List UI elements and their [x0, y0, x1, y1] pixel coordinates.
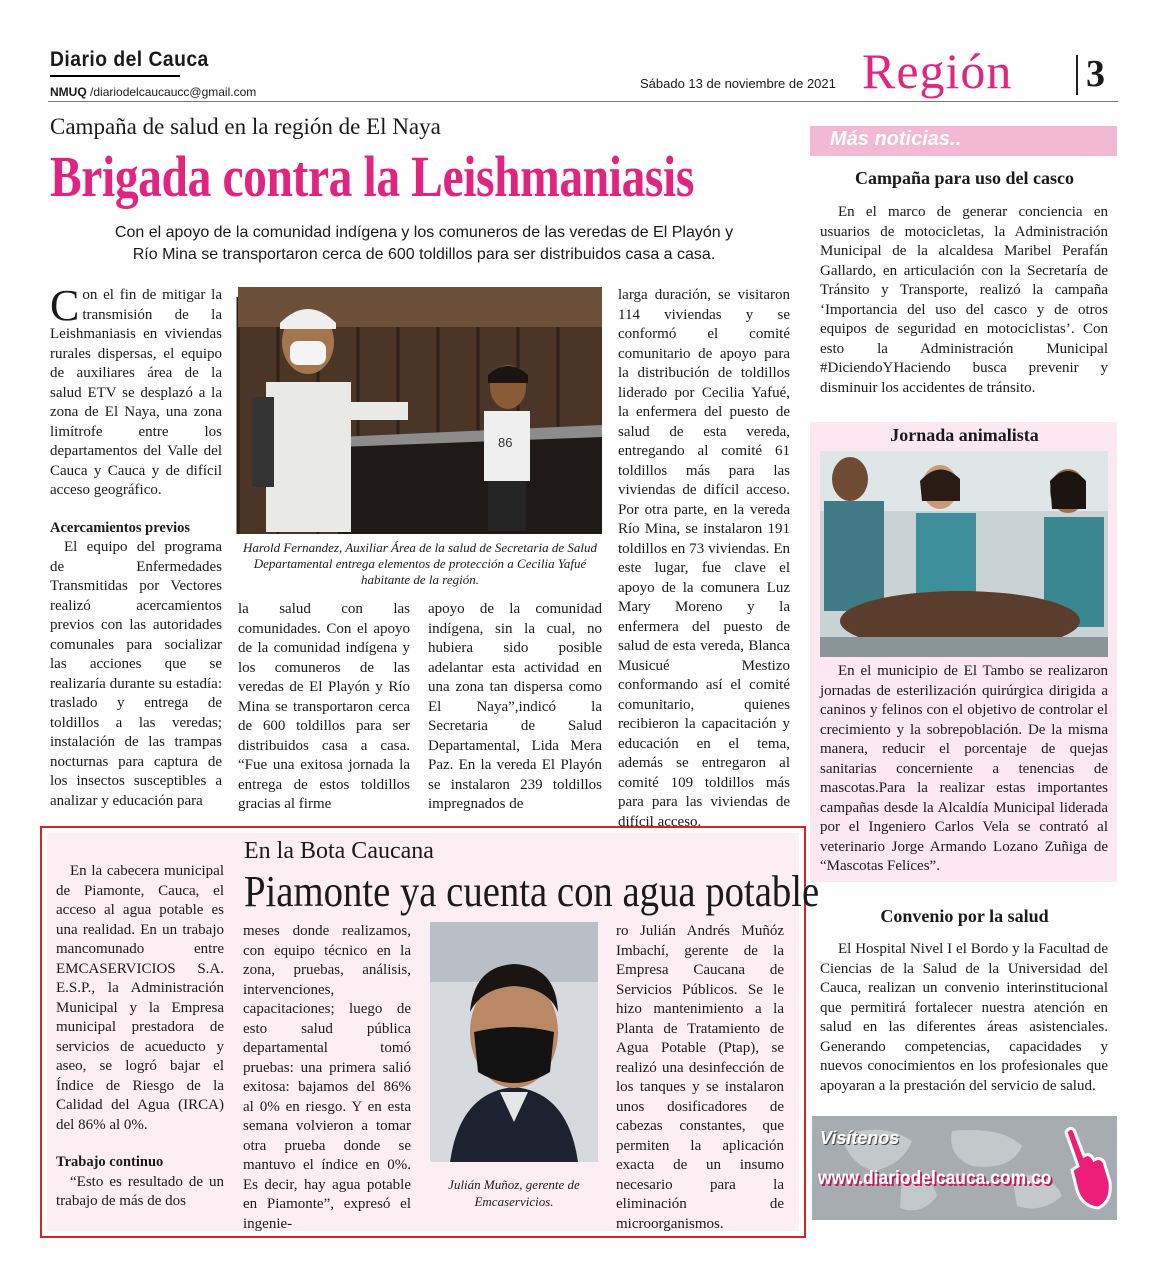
masthead-rule	[50, 75, 180, 77]
edition-code: NMUQ	[50, 85, 87, 99]
ad-url-link[interactable]: www.diariodelcauca.com.co	[818, 1168, 1052, 1189]
sidebar-story-title: Jornada animalista	[890, 425, 1039, 445]
website-ad[interactable]	[812, 1116, 1117, 1220]
section-divider	[1076, 55, 1078, 95]
photo-caption: Harold Fernandez, Auxiliar Área de la salud de Secretaria de Salud Departamental entrega elementos de protección a Cecilia Yafué habitante de la región.	[243, 540, 597, 587]
issue-date: Sábado 13 de noviembre de 2021	[640, 76, 836, 91]
article-column-1	[50, 281, 222, 824]
ad-visit-label: Visítenos	[820, 1128, 900, 1148]
contact-email: /diariodelcaucaucc@gmail.com	[90, 85, 257, 99]
boxed-column-2	[243, 922, 411, 1232]
article-subhead: Acercamientos previos	[50, 519, 191, 536]
article-paragraph: ro Julián Andrés Muñóz Imbachí, gerente de la Empresa Caucana de Servicios Públicos. Se le hizo mantenimiento a la Planta de Tratamiento de Agua Potable (Ptap), se realizó una desinfección de los tanques y se instalaron unos dosificadores de cabezas constantes, que permiten la aplicación exacta de un insumo necesario para la eliminación de microorganismos.	[616, 923, 784, 1232]
article-paragraph: la salud con las comunidades. Con el apoyo de la comunidad indígena y los comuneros de las veredas de El Playón y Río Mina se transportaron cerca de 600 toldillos para ser distribuidos casa a casa. “Fue una exitosa jornada la entrega de estos toldillos gracias al firme	[238, 601, 410, 812]
article-kicker: Campaña de salud en la región de El Naya	[50, 114, 441, 139]
pointing-hand-icon	[1058, 1126, 1114, 1212]
shirt-number: 86	[498, 435, 513, 450]
article-paragraph: “Esto es resultado de un trabajo de más de dos	[56, 1173, 224, 1209]
sidebar-story-title: Convenio por la salud	[880, 906, 1049, 926]
boxed-article-photo	[430, 922, 598, 1162]
deck-line: Río Mina se transportaron cerca de 600 toldillos para ser distribuidos casa a casa.	[132, 246, 716, 263]
page-number: 3	[1086, 53, 1105, 95]
article-paragraph: on el fin de mitigar la transmisión de la Leishmaniasis en viviendas rurales dispersas, el equipo de auxiliares área de la salud ETV se desplazó a la zona de El Naya, una zona limítrofe entre los departamentos del Valle del Cauca y Cauca y de difícil acceso geográfico.	[50, 287, 222, 498]
article-deck	[48, 222, 800, 266]
sidebar-story-title: Campaña para uso del casco	[854, 168, 1074, 188]
article-paragraph: apoyo de la comunidad indígena, sin la cual, no hubiera sido posible adelantar esta actividad en una zona tan dispersa como El Naya”,indicó la Secretaria de Salud Departamental, Lida Mera Paz. En la vereda El Playón se instalaron 239 toldillos impregnados de	[428, 601, 602, 812]
article-subhead: Trabajo continuo	[56, 1154, 164, 1170]
section-title: Región	[862, 43, 1013, 99]
article-paragraph: larga duración, se visitaron 114 viviendas y se conformó el comité comunitario de apoyo para la distribución de toldillos liderado por Cecilia Yafué, la enfermera del puesto de salud de esta vereda, entregando al comité 61 toldillos más para las viviendas de difícil acceso. Por otra parte, en la vereda Río Mina, se instalaron 191 toldillos en 73 viviendas. En este lugar, fue clave el apoyo de la comunera Luz Mary Moreno y la enfermera del puesto de salud de esta vereda, Blanca Musicué Mestizo conformando así el comité comunitario, quienes recibieron la capacitación y educación en el tema, además se entregaron al comité 109 toldillos más para para las viviendas de difícil acceso.	[618, 287, 790, 830]
article-headline: Brigada contra la Leishmaniasis	[50, 144, 694, 209]
masthead-contact	[50, 85, 256, 99]
article-paragraph: En la cabecera municipal de Piamonte, Cauca, el acceso al agua potable es una realidad. En un trabajo mancomunado entre EMCASERVICIOS S.A. E.S.P., la Administración Municipal y la Empresa municipal prestadora de servicios de acueducto y aseo, se logró bajar el Índice de Riesgo de la Calidad del Agua (IRCA) del 86% al 0%.	[56, 863, 224, 1133]
sidebar-story-text: En el marco de generar conciencia en usuarios de motocicletas, la Administración Municipal de la alcaldesa Maribel Perafán Gallardo, en articulación con la Secretaría de Tránsito y Transporte, realizó la campaña ‘Importancia del uso del casco y de otros equipos de seguridad en motociclistas’. Con esto la Administración Municipal #DiciendoYHaciendo busca prevenir y disminuir los accidentes de tránsito.	[820, 204, 1108, 396]
masthead-logo: Diario del Cauca	[50, 48, 209, 71]
sidebar-photo	[820, 451, 1108, 657]
photo-caption: Julián Muñoz, gerente de Emcaservicios.	[448, 1177, 580, 1209]
article-photo	[238, 287, 602, 534]
drop-cap: C	[50, 281, 80, 330]
boxed-column-3	[616, 922, 784, 1232]
sidebar-story-text: En el municipio de El Tambo se realizaron jornadas de esterilización quirúrgica dirigida a caninos y felinos con el objetivo de controlar el crecimiento y la sobrepoblación. De la misma manera, reducir el porcentaje de quejas sanitarias concerniente a tenencias de mascotas.Para la realizar estas importantes campañas desde la Alcaldía Municipal liderada por el Ingeniero Carlos Vela se contrató al veterinario Jorge Armando Lozano Zuñiga de “Mascotas Felices”.	[820, 663, 1108, 874]
article-column-2	[238, 600, 410, 824]
article-paragraph: El equipo del programa de Enfermedades Transmitidas por Vectores realizó acercamientos previos con las autoridades comunales para socializar las acciones que se realizaría durante su estadía: traslado y entrega de toldillos a las veredas; instalación de las trampas nocturnas para captura de los insectos susceptibles a analizar y educación para	[50, 539, 222, 809]
header-rule	[48, 101, 1118, 102]
article-column-4	[618, 286, 790, 830]
article-column-3	[428, 600, 602, 824]
photo-manager-portrait	[430, 922, 598, 1162]
deck-line: Con el apoyo de la comunidad indígena y los comuneros de las veredas de El Playón y	[114, 224, 734, 241]
photo-health-workers	[238, 287, 602, 534]
sidebar-banner-title: Más noticias..	[830, 128, 962, 150]
boxed-article-kicker: En la Bota Caucana	[244, 838, 434, 864]
boxed-column-1	[56, 862, 224, 1222]
article-paragraph: meses donde realizamos, con equipo técnico en la zona, pruebas, análisis, intervenciones, capacitaciones; luego de esto salud pública departamental tomó pruebas: una primera salió exitosa: bajamos del 86% al 0% en riesgo. Y en esta semana volvieron a tomar otra prueba donde se mantuvo el índice en 0%. Es decir, hay agua potable en Piamonte”, expresó el ingenie-	[243, 923, 411, 1232]
boxed-article-headline: Piamonte ya cuenta con agua potable	[244, 867, 820, 916]
photo-veterinary-team	[820, 451, 1108, 657]
sidebar-story-text: El Hospital Nivel I el Bordo y la Facultad de Ciencias de la Salud de la Universidad del Cauca, realizan un convenio interinstitucional que permitirá fortalecer nuestra atención en salud en las diferentes áreas asistenciales. Generando competencias, capacidades y nuevos conocimientos en los profesionales que apoyaran a la prestación del servicio de salud.	[820, 941, 1108, 1094]
